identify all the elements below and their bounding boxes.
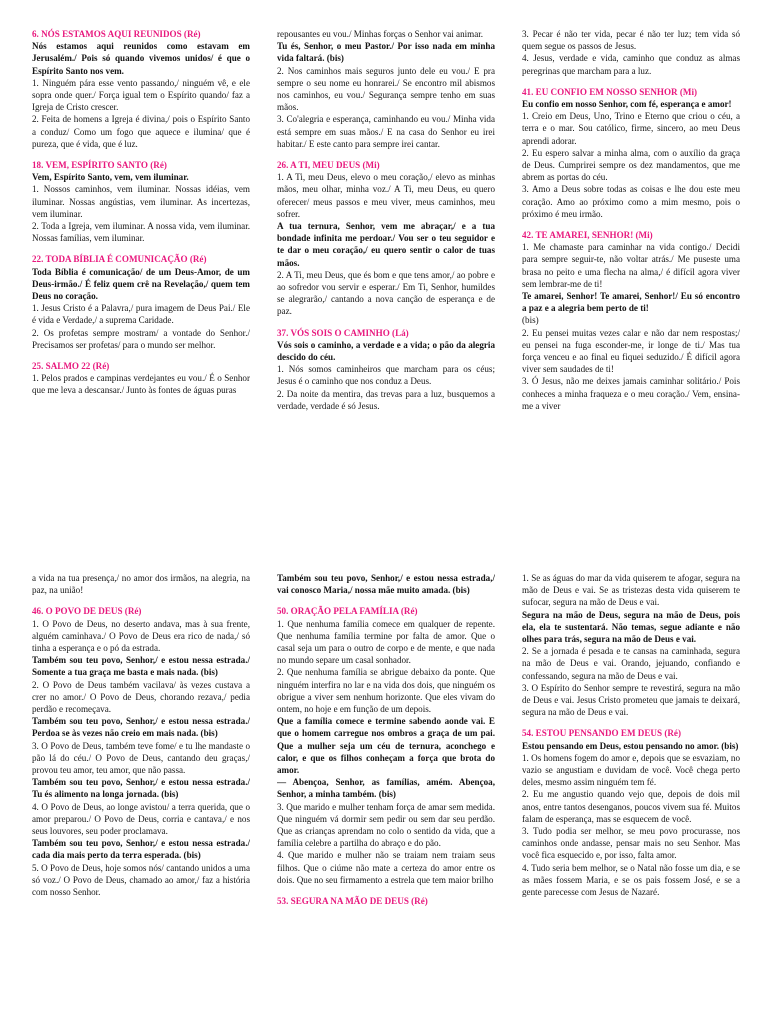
hymn-verse: 3. Co'alegria e esperança, caminhando eu vou./ Minha vida está sempre em suas mãos./ E na casa do Senhor eu irei habitar./ E este canto para sempre irei cantar. <box>277 114 495 149</box>
hymn-refrain: Que a família comece e termine sabendo aonde vai. E que o homem carregue nos ombros a graça de um pai. Que a mulher seja um céu de ternura, aconchego e calor, e que os filhos conheçam a força que brota do amor. <box>277 716 495 776</box>
hymn-title: 18. VEM, ESPÍRITO SANTO (Ré) <box>32 160 167 171</box>
hymn-title: 53. SEGURA NA MÃO DE DEUS (Ré) <box>277 896 428 907</box>
hymn-title: 25. SALMO 22 (Ré) <box>32 361 110 372</box>
hymn-verse: 1. Que nenhuma família comece em qualquer de repente. Que nenhuma família termine por falta de amor. Que o casal seja um para o outro de corpo e de mente, e que nada no mundo separe um casal sonhador. <box>277 618 495 666</box>
hymn-title: 46. O POVO DE DEUS (Ré) <box>32 606 142 617</box>
hymn-verse: 3. Que marido e mulher tenham força de amar sem medida. Que ninguém vá dormir sem pedir ou sem dar seu perdão. Que as crianças aprendam no colo o sentido da vida, que a família celebre a partilha do abraço e do pão. <box>277 801 495 849</box>
hymn-verse: 2. Nos caminhos mais seguros junto dele eu vou./ E pra sempre o seu nome eu honrarei./ Se encontro mil abismos nos caminhos, eu vou./ Segurança sempre tenho em suas mãos. <box>277 65 495 113</box>
hymn-verse: (bis) <box>522 315 539 326</box>
column-top-middle <box>277 28 495 553</box>
hymn-refrain: — Abençoa, Senhor, as famílias, amém. Abençoa, Senhor, a minha também. (bis) <box>277 777 495 800</box>
hymn-title: 26. A TI, MEU DEUS (Mi) <box>277 160 380 171</box>
hymn-verse: a vida na tua presença,/ no amor dos irmãos, na alegria, na paz, na união! <box>32 573 250 596</box>
hymn-title: 22. TODA BÍBLIA É COMUNICAÇÃO (Ré) <box>32 254 207 265</box>
hymn-title: 41. EU CONFIO EM NOSSO SENHOR (Mi) <box>522 86 698 97</box>
hymn-refrain: Também sou teu povo, Senhor,/ e estou nessa estrada./ Perdoa se às vezes não creio em mais nada. (bis) <box>32 716 250 739</box>
hymn-refrain: Toda Bíblia é comunicação/ de um Deus-Amor, de um Deus-irmão./ É feliz quem crê na Revelação,/ quem tem Deus no coração. <box>32 266 250 302</box>
hymn-refrain: Também sou teu povo, Senhor,/ e estou nessa estrada./ Tu és alimento na longa jornada. (bis) <box>32 777 250 800</box>
hymn-refrain: Segura na mão de Deus, segura na mão de Deus, pois ela, ela te sustentará. Não temas, segue adiante e não olhes para trás, segura na mão de Deus e vai. <box>522 609 740 645</box>
hymn-verse: 2. Toda a Igreja, vem iluminar. A nossa vida, vem iluminar. Nossas famílias, vem iluminar. <box>32 221 250 244</box>
hymn-refrain: Também sou teu povo, Senhor,/ e estou nessa estrada./ Somente a tua graça me basta e mais nada. (bis) <box>32 655 250 678</box>
hymn-verse: 3. O Povo de Deus, também teve fome/ e tu lhe mandaste o pão lá do céu./ O Povo de Deus, cantando deu graças,/ provou teu amor, teu amor, que não passa. <box>32 740 250 776</box>
hymn-refrain: Vem, Espírito Santo, vem, vem iluminar. <box>32 172 189 183</box>
hymn-refrain: A tua ternura, Senhor, vem me abraçar,/ e a tua bondade infinita me perdoar./ Vou ser o teu seguidor e te dar o meu coração,/ eu quero sentir o calor de tuas mãos. <box>277 221 495 268</box>
hymn-verse: 2. Se a jornada é pesada e te cansas na caminhada, segura na mão de Deus e vai. Orando, jejuando, confiando e confessando, segura na mão de Deus e vai. <box>522 646 740 681</box>
hymn-verse: 3. Pecar é não ter vida, pecar é não ter luz; tem vida só quem segue os passos de Jesus. <box>522 29 740 52</box>
hymn-verse: 2. O Povo de Deus também vacilava/ às vezes custava a crer no amor./ O Povo de Deus, chorando rezava,/ pedia perdão e recomeçava. <box>32 679 250 715</box>
hymn-verse: 1. Se as águas do mar da vida quiserem te afogar, segura na mão de Deus e vai. Se as tristezas desta vida quiserem te sufocar, segura na mão de Deus e vai. <box>522 573 740 608</box>
hymn-verse: 2. Eu me angustio quando vejo que, depois de dois mil anos, entre tantos desenganos, poucos vivem sua fé. Muitos falam de esperança, mas se esquecem de você. <box>522 789 740 824</box>
hymn-verse: 1. O Povo de Deus, no deserto andava, mas à sua frente, alguém caminhava./ O Povo de Deus era rico de nada,/ só tinha a esperança e o pó da estrada. <box>32 618 250 654</box>
hymn-verse: 1. Jesus Cristo é a Palavra,/ pura imagem de Deus Pai./ Ele é vida e Verdade,/ a suprema Caridade. <box>32 303 250 326</box>
hymn-refrain: Tu és, Senhor, o meu Pastor./ Por isso nada em minha vida faltará. (bis) <box>277 41 495 64</box>
hymn-verse: 2. A Ti, meu Deus, que és bom e que tens amor,/ ao pobre e ao sofredor vou servir e esperar./ Em Ti, Senhor, humildes se alegrarão,/ cantando a nova canção de esperança e de paz. <box>277 269 495 317</box>
hymn-verse: 2. Que nenhuma família se abrigue debaixo da ponte. Que ninguém interfira no lar e na vida dos dois, que ninguém os obrigue a viver sem nenhum horizonte. Que eles vivam do ontem, no hoje e em função de um depois. <box>277 667 495 715</box>
column-top-right <box>522 28 740 553</box>
hymn-verse: 2. Eu espero salvar a minha alma, com o auxílio da graça de Deus. Cumprirei sempre os dez mandamentos, que me abrem as portas do céu. <box>522 147 740 183</box>
hymn-title: 37. VÓS SOIS O CAMINHO (Lá) <box>277 327 409 338</box>
hymn-verse: 3. O Espírito do Senhor sempre te revestirá, segura na mão de Deus e vai. Jesus Cristo prometeu que jamais te deixará, segura na mão de Deus e vai. <box>522 682 740 718</box>
column-top-left <box>32 28 250 553</box>
hymn-title: 54. ESTOU PENSANDO EM DEUS (Ré) <box>522 728 681 739</box>
column-bottom-left <box>32 572 250 1024</box>
hymn-refrain: Estou pensando em Deus, estou pensando no amor. (bis) <box>522 740 739 751</box>
hymn-verse: 5. O Povo de Deus, hoje somos nós/ cantando unidos a uma só voz./ O Povo de Deus, chamado ao amor,/ faz a história com nosso Senhor. <box>32 862 250 898</box>
column-bottom-right <box>522 572 740 1024</box>
hymn-verse: 4. Tudo seria bem melhor, se o Natal não fosse um dia, e se as mães fossem Maria, e se os pais fossem José, e se a gente parecesse com Jesus de Nazaré. <box>522 862 740 898</box>
hymn-title: 6. NÓS ESTAMOS AQUI REUNIDOS (Ré) <box>32 29 201 39</box>
hymn-refrain: Te amarei, Senhor! Te amarei, Senhor!/ Eu só encontro a paz e a alegria bem perto de ti! <box>522 291 740 314</box>
hymn-refrain: Nós estamos aqui reunidos como estavam em Jerusalém./ Pois só quando vivemos unidos/ é que o Espírito Santo nos vem. <box>32 41 250 76</box>
hymn-verse: 1. Me chamaste para caminhar na vida contigo./ Decidi para sempre seguir-te, não voltar atrás./ Me puseste uma brasa no peito e uma flecha na alma,/ é difícil agora viver sem lembrar-me de ti! <box>522 242 740 289</box>
hymn-title: 50. ORAÇÃO PELA FAMÍLIA (Ré) <box>277 606 418 617</box>
column-bottom-middle <box>277 572 495 1024</box>
hymn-verse: 4. Jesus, verdade e vida, caminho que conduz as almas peregrinas que marcham para a luz. <box>522 53 740 76</box>
hymn-verse: 2. Da noite da mentira, das trevas para a luz, busquemos a verdade, verdade é só Jesus. <box>277 388 495 411</box>
hymn-verse: 1. Ninguém pára esse vento passando,/ ninguém vê, e ele sopra onde quer./ Força igual tem o Espírito quando/ faz a Igreja de Cristo crescer. <box>32 77 250 113</box>
hymn-verse: 1. Os homens fogem do amor e, depois que se esvaziam, no vazio se angustiam e duvidam de você. Você chega perto deles, mesmo assim ninguém tem fé. <box>522 752 740 788</box>
hymn-verse: repousantes eu vou./ Minhas forças o Senhor vai animar. <box>277 29 484 39</box>
bottom-half <box>0 572 768 1024</box>
hymn-refrain: Também sou teu povo, Senhor,/ e estou nessa estrada,/ vai conosco Maria,/ nossa mãe muito amada. (bis) <box>277 573 495 596</box>
hymn-verse: 3. Ó Jesus, não me deixes jamais caminhar solitário./ Pois conheces a minha fraqueza e o meu coração./ Vem, ensina-me a viver <box>522 376 740 411</box>
hymn-refrain: Vós sois o caminho, a verdade e a vida; o pão da alegria descido do céu. <box>277 339 495 363</box>
hymn-verse: 1. Pelos prados e campinas verdejantes eu vou./ É o Senhor que me leva a descansar./ Junto às fontes de águas puras <box>32 373 250 396</box>
hymn-verse: 3. Tudo podia ser melhor, se meu povo procurasse, nos caminhos onde andasse, pensar mais no seu Senhor. Mas você fica esquecido e, por isso, falta amor. <box>522 826 740 861</box>
hymn-verse: 1. Creio em Deus, Uno, Trino e Eterno que criou o céu, a terra e o mar. Sou católico, firme, sincero, ao meu Deus aprendi adorar. <box>522 111 740 146</box>
hymn-refrain: Eu confio em nosso Senhor, com fé, esperança e amor! <box>522 99 732 110</box>
hymn-verse: 1. A Ti, meu Deus, elevo o meu coração,/ elevo as minhas mãos, meu olhar, minha voz./ A Ti, meu Deus, eu quero oferecer/ meus passos e meu viver, meus caminhos, meu sofrer. <box>277 172 495 219</box>
hymn-verse: 4. Que marido e mulher não se traiam nem traiam seus filhos. Que o ciúme não mate a certeza do amor entre os dois. Que no seu firmamento a estrela que tem maior brilho <box>277 850 495 885</box>
hymn-verse: 3. Amo a Deus sobre todas as coisas e lhe dou este meu coração. Amo ao próximo como a mim mesmo, pois o próximo é meu irmão. <box>522 184 740 219</box>
hymn-verse: 1. Nós somos caminheiros que marcham para os céus; Jesus é o caminho que nos conduz a Deus. <box>277 364 495 387</box>
hymn-title: 42. TE AMAREI, SENHOR! (Mi) <box>522 230 653 241</box>
top-half <box>0 28 768 553</box>
hymn-verse: 2. Eu pensei muitas vezes calar e não dar nem respostas;/ eu pensei na fuga esconder-me, ir longe de ti./ Mas tua força venceu e ao final eu fiquei seduzido./ É difícil agora viver sem saudades de ti! <box>522 327 740 375</box>
hymn-refrain: Também sou teu povo, Senhor,/ e estou nessa estrada./ cada dia mais perto da terra esperada. (bis) <box>32 838 250 861</box>
hymn-verse: 2. Os profetas sempre mostram/ a vontade do Senhor./ Precisamos ser profetas/ para o mundo ser melhor. <box>32 327 250 350</box>
hymn-verse: 4. O Povo de Deus, ao longe avistou/ a terra querida, que o amor preparou./ O Povo de Deus, corria e cantava,/ e nos seus louvores, seu poder proclamava. <box>32 801 250 837</box>
hymn-verse: 1. Nossos caminhos, vem iluminar. Nossas idéias, vem iluminar. Nossas angústias, vem iluminar. As incertezas, vem iluminar. <box>32 184 250 219</box>
hymn-verse: 2. Feita de homens a Igreja é divina,/ pois o Espírito Santo a conduz/ Como um fogo que aquece e ilumina/ que é pureza, que é vida, que é luz. <box>32 114 250 149</box>
